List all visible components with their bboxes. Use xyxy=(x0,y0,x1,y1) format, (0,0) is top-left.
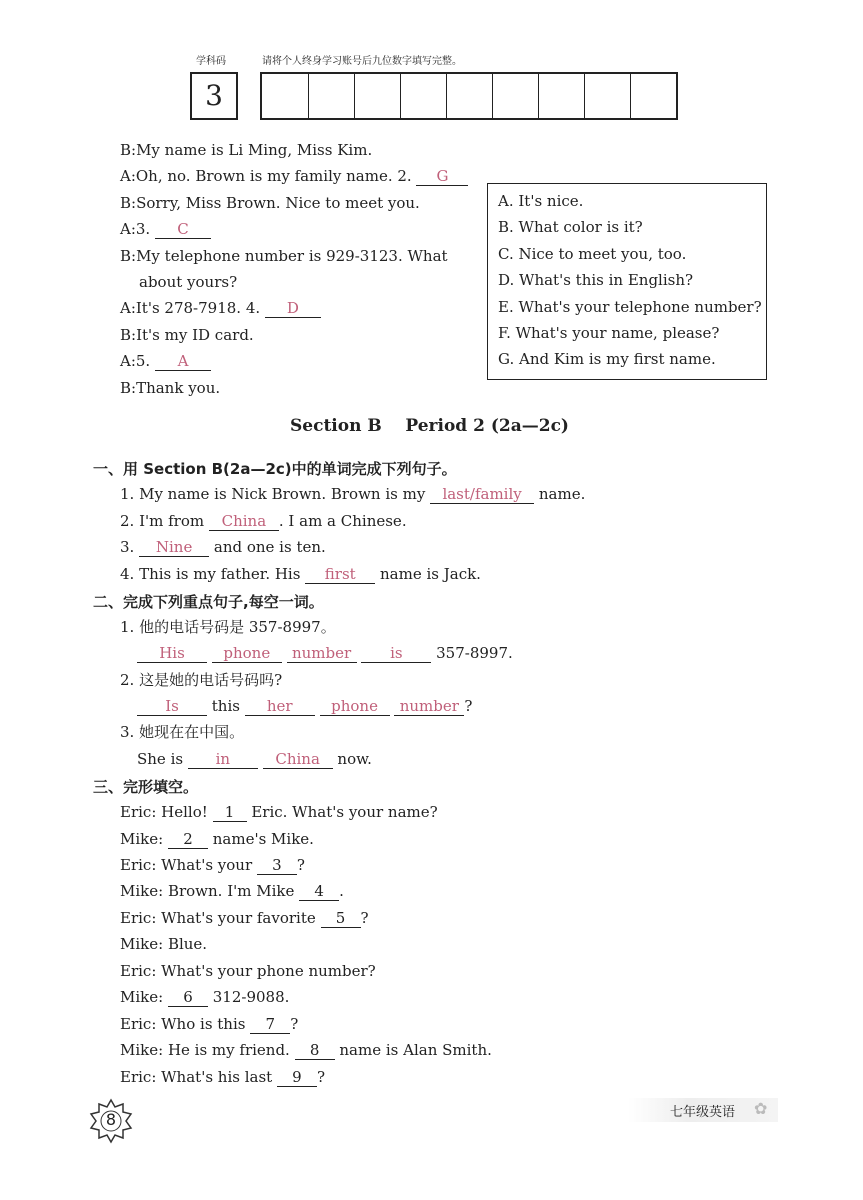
exercise-line xyxy=(137,749,372,769)
cloze-text: name's Mike. xyxy=(212,830,314,848)
cloze-line xyxy=(120,908,369,928)
subject-code-label: 学科码 xyxy=(196,56,226,67)
exercise-text: name. xyxy=(538,485,586,503)
cloze-text: . xyxy=(339,882,344,900)
digit-cell[interactable] xyxy=(446,74,447,118)
exercise-text: She is xyxy=(137,750,184,768)
answer-blank[interactable]: in xyxy=(188,751,258,769)
cloze-line xyxy=(120,987,289,1007)
part3-heading: 三、完形填空。 xyxy=(93,778,199,796)
exercise-text: 4. This is my father. His xyxy=(120,565,301,583)
exercise-text: now. xyxy=(337,750,372,768)
cloze-text: Eric: What's your favorite xyxy=(120,909,316,927)
answer-blank[interactable]: phone xyxy=(320,698,390,716)
cloze-blank[interactable]: 2 xyxy=(168,831,208,849)
cloze-text: ? xyxy=(316,1068,325,1086)
dialogue-line: B:My telephone number is 929-3123. What xyxy=(120,247,448,265)
dialogue-line: B:My name is Li Ming, Miss Kim. xyxy=(120,141,373,159)
option-item: F. What's your name, please? xyxy=(498,324,720,343)
cloze-blank[interactable]: 4 xyxy=(299,883,339,901)
chinese-prompt: 2. 这是她的电话号码吗? xyxy=(120,671,283,689)
cloze-text: Eric: Hello! xyxy=(120,803,208,821)
exercise-line xyxy=(120,564,481,584)
answer-blank[interactable]: C xyxy=(155,221,211,239)
answer-blank[interactable]: is xyxy=(361,645,431,663)
dialogue-text: A:Oh, no. Brown is my family name. 2. xyxy=(120,167,412,185)
exercise-text: 2. I'm from xyxy=(120,512,205,530)
exercise-line xyxy=(120,537,326,557)
option-item: C. Nice to meet you, too. xyxy=(498,244,687,263)
cloze-line xyxy=(120,1067,325,1087)
options-box xyxy=(487,183,767,380)
flower-icon: ✿ xyxy=(754,1099,768,1118)
subject-code-box xyxy=(190,72,238,120)
cloze-blank[interactable]: 8 xyxy=(295,1042,335,1060)
subject-code-digit: 3 xyxy=(205,79,223,112)
dialogue-line xyxy=(120,351,211,371)
account-digit-boxes[interactable] xyxy=(260,72,678,120)
cloze-text: Eric: What's his last xyxy=(120,1068,273,1086)
digit-cell[interactable] xyxy=(492,74,493,118)
answer-blank[interactable]: China xyxy=(263,751,333,769)
answer-blank[interactable]: phone xyxy=(212,645,282,663)
exercise-text: 3. xyxy=(120,538,135,556)
cloze-text: Eric. What's your name? xyxy=(251,803,438,821)
exercise-text: . I am a Chinese. xyxy=(278,512,407,530)
answer-blank[interactable]: number xyxy=(394,698,464,716)
exercise-line xyxy=(137,643,513,663)
cloze-line xyxy=(120,802,438,822)
answer-blank[interactable]: G xyxy=(416,168,468,186)
cloze-line: Eric: What's your phone number? xyxy=(120,962,376,980)
cloze-text: Eric: Who is this xyxy=(120,1015,246,1033)
dialogue-text: A:3. xyxy=(120,220,151,238)
cloze-blank[interactable]: 6 xyxy=(168,989,208,1007)
cloze-blank[interactable]: 1 xyxy=(213,804,247,822)
chinese-prompt: 1. 他的电话号码是 357-8997。 xyxy=(120,618,336,636)
cloze-text: ? xyxy=(296,856,305,874)
option-item: A. It's nice. xyxy=(498,192,584,210)
section-title: Section B Period 2 (2a—2c) xyxy=(290,416,569,436)
digit-cell[interactable] xyxy=(538,74,539,118)
dialogue-line: B:Sorry, Miss Brown. Nice to meet you. xyxy=(120,194,420,212)
exercise-line xyxy=(120,511,407,531)
answer-blank[interactable]: her xyxy=(245,698,315,716)
answer-blank[interactable]: Is xyxy=(137,698,207,716)
option-item: D. What's this in English? xyxy=(498,271,694,290)
exercise-text: this xyxy=(211,697,240,715)
cloze-text: name is Alan Smith. xyxy=(339,1041,492,1059)
cloze-text: Mike: He is my friend. xyxy=(120,1041,290,1059)
digit-cell[interactable] xyxy=(354,74,355,118)
option-item: B. What color is it? xyxy=(498,218,643,237)
digit-cell[interactable] xyxy=(584,74,585,118)
dialogue-line xyxy=(120,166,468,186)
cloze-text: Mike: xyxy=(120,988,164,1006)
answer-blank[interactable]: China xyxy=(209,513,279,531)
exercise-text: and one is ten. xyxy=(213,538,326,556)
dialogue-text: A:It's 278-7918. 4. xyxy=(120,299,261,317)
cloze-text: ? xyxy=(290,1015,299,1033)
answer-blank[interactable]: A xyxy=(155,353,211,371)
option-item: G. And Kim is my first name. xyxy=(498,350,716,369)
chinese-prompt: 3. 她现在在中国。 xyxy=(120,723,245,741)
dialogue-line: about yours? xyxy=(139,273,238,291)
cloze-blank[interactable]: 5 xyxy=(321,910,361,928)
cloze-line: Mike: Blue. xyxy=(120,935,208,953)
cloze-line xyxy=(120,855,305,875)
exercise-text: name is Jack. xyxy=(380,565,481,583)
exercise-text: 357-8997. xyxy=(436,644,513,662)
cloze-blank[interactable]: 3 xyxy=(257,857,297,875)
cloze-blank[interactable]: 9 xyxy=(277,1069,317,1087)
exercise-line xyxy=(137,696,472,716)
digit-cell[interactable] xyxy=(400,74,401,118)
cloze-text: Mike: Brown. I'm Mike xyxy=(120,882,295,900)
dialogue-line: B:It's my ID card. xyxy=(120,326,254,344)
exercise-line xyxy=(120,484,585,504)
part2-heading: 二、完成下列重点句子,每空一词。 xyxy=(93,593,324,611)
digit-cell[interactable] xyxy=(630,74,631,118)
answer-blank[interactable]: number xyxy=(287,645,357,663)
cloze-line xyxy=(120,881,344,901)
option-item: E. What's your telephone number? xyxy=(498,297,762,316)
account-instruction: 请将个人终身学习账号后九位数字填写完整。 xyxy=(262,56,462,67)
answer-blank[interactable]: last/family xyxy=(430,486,534,504)
cloze-line xyxy=(120,1014,298,1034)
dialogue-line xyxy=(120,298,321,318)
dialogue-line xyxy=(120,219,211,239)
cloze-line xyxy=(120,829,314,849)
answer-blank[interactable]: His xyxy=(137,645,207,663)
dialogue-text: A:5. xyxy=(120,352,151,370)
exercise-text: 1. My name is Nick Brown. Brown is my xyxy=(120,485,426,503)
book-label-tab xyxy=(628,1098,778,1122)
exercise-text: ? xyxy=(464,697,473,715)
dialogue-line: B:Thank you. xyxy=(120,379,221,397)
digit-cell[interactable] xyxy=(308,74,309,118)
cloze-text: 312-9088. xyxy=(212,988,290,1006)
answer-blank[interactable]: Nine xyxy=(139,539,209,557)
cloze-blank[interactable]: 7 xyxy=(250,1016,290,1034)
cloze-text: Eric: What's your xyxy=(120,856,253,874)
page-number-badge xyxy=(88,1098,134,1144)
cloze-text: ? xyxy=(360,909,369,927)
cloze-line xyxy=(120,1040,492,1060)
book-label: 七年级英语 xyxy=(670,1105,736,1120)
answer-blank[interactable]: D xyxy=(265,300,321,318)
answer-blank[interactable]: first xyxy=(305,566,375,584)
part1-heading: 一、用 Section B(2a—2c)中的单词完成下列句子。 xyxy=(93,460,457,478)
cloze-text: Mike: xyxy=(120,830,164,848)
page-number: 8 xyxy=(105,1110,117,1129)
